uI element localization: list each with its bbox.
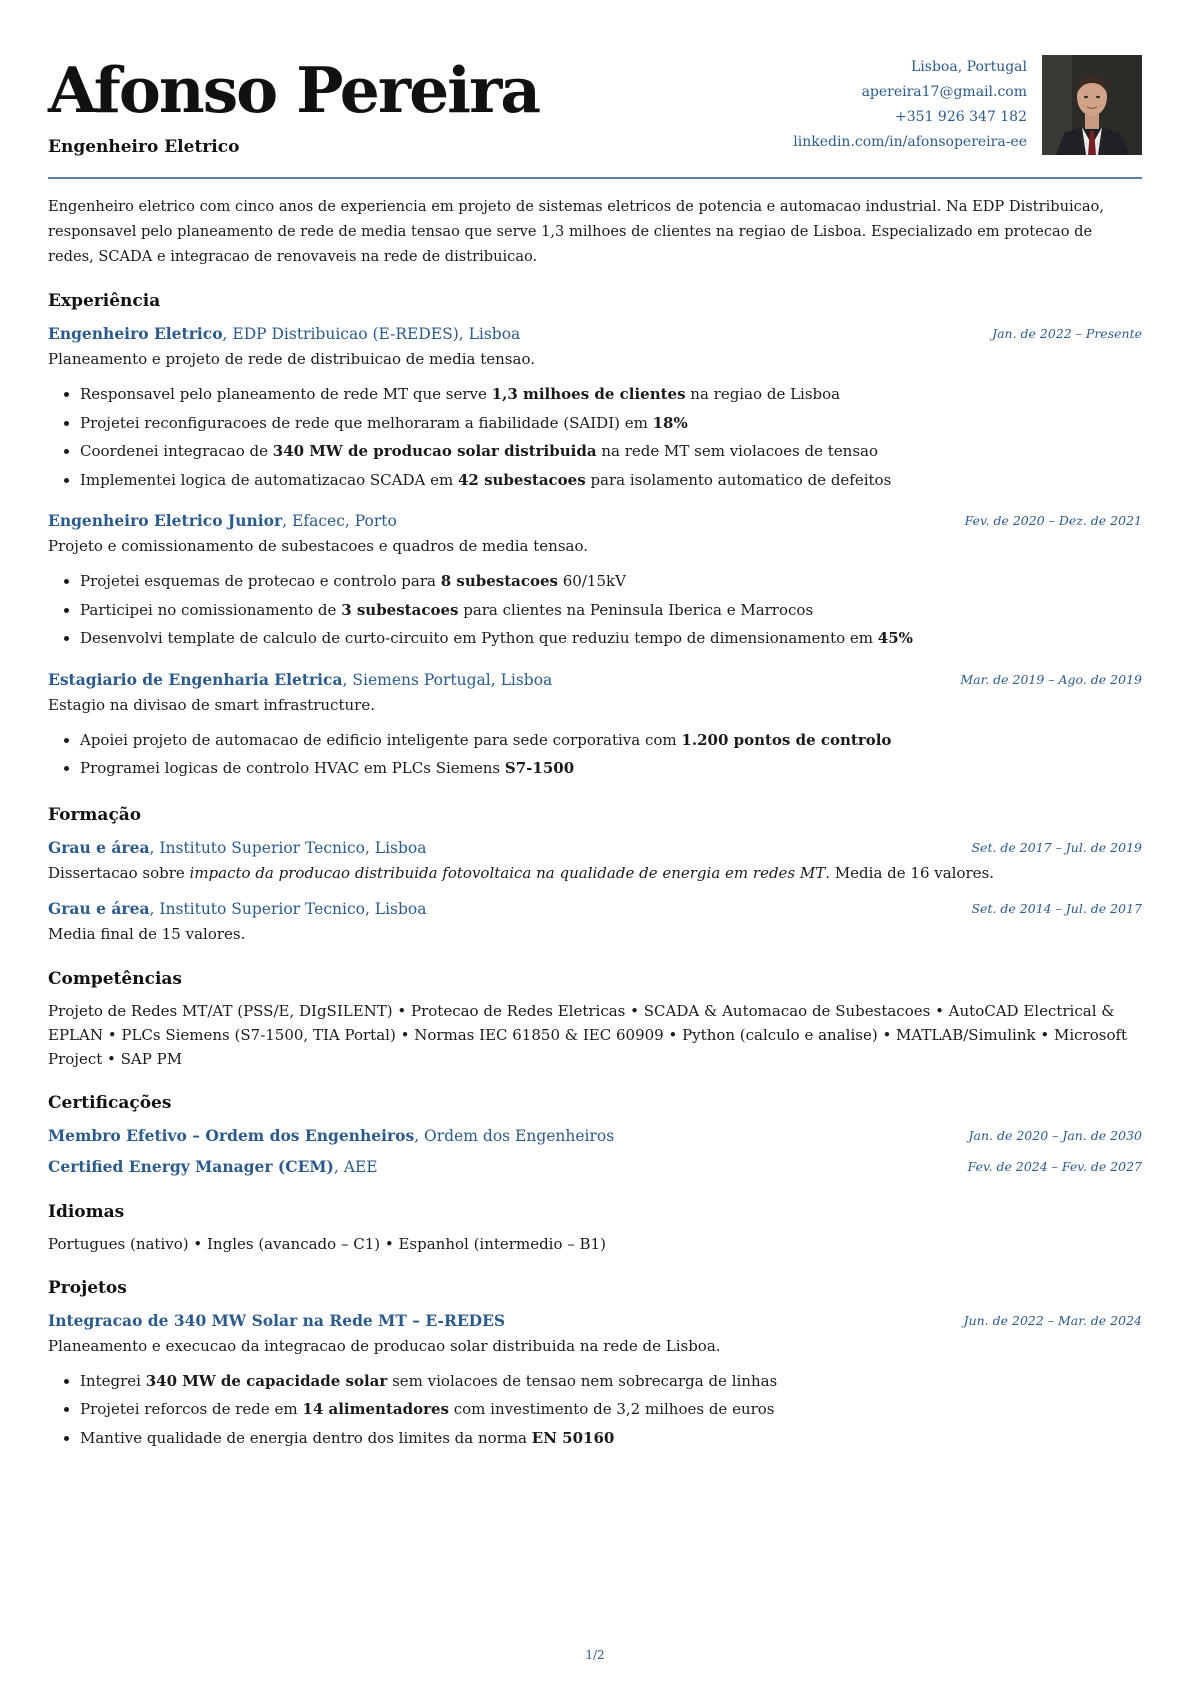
- bullet-text: para clientes na Peninsula Iberica e Marrocos: [458, 600, 814, 619]
- degree-name: Grau e área: [48, 898, 150, 918]
- education-dates: Set. de 2014 – Jul. de 2017: [971, 900, 1142, 916]
- project-dates: Jun. de 2022 – Mar. de 2024: [963, 1312, 1142, 1328]
- bullet-highlight: 340 MW de capacidade solar: [145, 1371, 388, 1390]
- bullet-text: Apoiei projeto de automacao de edificio inteligente para sede corporativa com: [80, 730, 682, 749]
- project-entry: [48, 1308, 1142, 1453]
- achievement-item: [80, 1367, 1142, 1396]
- header-divider: [48, 177, 1142, 179]
- languages-text: Portugues (nativo) • Ingles (avancado – C1) • Espanhol (intermedio – B1): [48, 1234, 606, 1253]
- experience-header: [48, 321, 1142, 347]
- certification-name: Membro Efetivo – Ordem dos Engenheiros: [48, 1125, 415, 1145]
- education-entry: [48, 835, 1142, 886]
- bullet-highlight: 340 MW de producao solar distribuida: [272, 442, 597, 460]
- profile-photo: [1042, 55, 1142, 155]
- education-desc-text: . Media de 16 valores.: [825, 863, 995, 882]
- job-dates: Fev. de 2020 – Dez. de 2021: [964, 513, 1142, 528]
- bullet-text: Mantive qualidade de energia dentro dos limites da norma: [80, 1428, 532, 1447]
- experience-entry: [48, 321, 1142, 494]
- bullet-highlight: 42 subestacoes: [457, 470, 586, 489]
- bullet-highlight: 8 subestacoes: [440, 572, 558, 590]
- education-entry: [48, 896, 1142, 947]
- skills-text: Projeto de Redes MT/AT (PSS/E, DIgSILENT) • Protecao de Redes Eletricas • SCADA & Automacao de Subestacoes • AutoCAD Electrical & EPLAN • PLCs Siemens (S7-1500, TIA Portal) • Normas IEC 61850 & IEC 60909 • Python (calculo e analise) • MATLAB/Simulink • Microsoft Project • SAP PM: [48, 1001, 1128, 1068]
- bullet-text: 60/15kV: [558, 572, 626, 590]
- bullet-highlight: 1,3 milhoes de clientes: [491, 385, 686, 403]
- certification-name: Certified Energy Manager (CEM): [48, 1156, 334, 1176]
- experience-header: [48, 508, 1142, 534]
- job-dates: Jan. de 2022 – Presente: [992, 326, 1142, 341]
- achievement-item: [80, 466, 1142, 495]
- bullet-highlight: 18%: [652, 413, 688, 432]
- degree-name: Grau e área: [48, 837, 150, 857]
- bullet-text: Responsavel pelo planeamento de rede MT que serve: [80, 385, 492, 403]
- education-description: Media final de 15 valores.: [48, 924, 246, 943]
- linkedin-link[interactable]: linkedin.com/in/afonsopereira-ee: [793, 134, 1027, 150]
- certification-item: [48, 1154, 1142, 1180]
- achievement-item: [80, 624, 1142, 653]
- education-dates: Set. de 2017 – Jul. de 2019: [971, 839, 1142, 855]
- certification-issuer: , AEE: [333, 1157, 378, 1176]
- school-name: , Instituto Superior Tecnico, Lisboa: [149, 899, 427, 918]
- certifications-heading: Certificações: [48, 1092, 172, 1113]
- achievement-list: [48, 567, 1142, 653]
- contact-info: [793, 55, 1027, 155]
- bullet-text: Desenvolvi template de calculo de curto-circuito em Python que reduziu tempo de dimensionamento em: [80, 629, 878, 647]
- bullet-text: na regiao de Lisboa: [685, 385, 841, 403]
- candidate-headline: Engenheiro Eletrico: [48, 137, 240, 157]
- achievement-list: [48, 726, 1142, 783]
- achievement-item: [80, 409, 1142, 438]
- experience-entry: [48, 508, 1142, 653]
- bullet-highlight: 3 subestacoes: [341, 600, 459, 619]
- bullet-text: sem violacoes de tensao nem sobrecarga de linhas: [387, 1371, 778, 1390]
- job-company: , Siemens Portugal, Lisboa: [342, 670, 553, 689]
- profile-photo-image: [1042, 55, 1142, 155]
- achievement-list: [48, 380, 1142, 494]
- job-role: Engenheiro Eletrico Junior: [48, 511, 283, 530]
- experience-heading: Experiência: [48, 291, 161, 311]
- experience-header: [48, 667, 1142, 693]
- bullet-text: Projetei reforcos de rede em: [80, 1400, 303, 1418]
- achievement-item: [80, 437, 1142, 466]
- achievement-item: [80, 596, 1142, 625]
- phone-text: +351 926 347 182: [895, 109, 1027, 125]
- job-description: Planeamento e projeto de rede de distribuicao de media tensao.: [48, 350, 535, 368]
- bullet-text: Projetei reconfiguracoes de rede que melhoraram a fiabilidade (SAIDI) em: [80, 413, 653, 432]
- achievement-item: [80, 567, 1142, 596]
- job-description: Projeto e comissionamento de subestacoes e quadros de media tensao.: [48, 537, 589, 555]
- job-company: , Efacec, Porto: [282, 512, 397, 530]
- bullet-text: Implementei logica de automatizacao SCADA em: [80, 470, 458, 489]
- bullet-highlight: 45%: [877, 629, 913, 647]
- school-name: , Instituto Superior Tecnico, Lisboa: [149, 838, 427, 857]
- summary-text: Engenheiro eletrico com cinco anos de experiencia em projeto de sistemas eletricos de potencia e automacao industrial. Na EDP Distribuicao, responsavel pelo planeamento de rede de media tensao que serve 1,3 milhoes de clientes na regiao de Lisboa. Especializado em protecao de redes, SCADA e integracao de renovaveis na rede de distribuicao.: [48, 198, 1104, 265]
- bullet-text: Projetei esquemas de protecao e controlo para: [80, 572, 441, 590]
- education-description: [48, 861, 1142, 886]
- project-achievement-list: [48, 1367, 1142, 1453]
- job-company: , EDP Distribuicao (E-REDES), Lisboa: [222, 325, 521, 343]
- education-header: [48, 835, 1142, 861]
- experience-entry: [48, 667, 1142, 783]
- email-link[interactable]: apereira17@gmail.com: [861, 84, 1027, 100]
- bullet-highlight: S7-1500: [504, 759, 575, 777]
- resume-page: [48, 0, 1142, 1683]
- achievement-item: [80, 1395, 1142, 1424]
- bullet-highlight: 1.200 pontos de controlo: [681, 730, 892, 749]
- page-number: 1/2: [585, 1648, 605, 1662]
- bullet-text: com investimento de 3,2 milhoes de euros: [448, 1400, 775, 1418]
- certification-item: [48, 1123, 1142, 1149]
- job-description: Estagio na divisao de smart infrastructure.: [48, 695, 375, 714]
- thesis-title: impacto da producao distribuida fotovoltaica na qualidade de energia em redes MT: [189, 863, 826, 882]
- candidate-name: Afonso Pereira: [48, 53, 540, 127]
- job-role: Engenheiro Eletrico: [48, 324, 223, 343]
- bullet-text: Coordenei integracao de: [80, 442, 273, 460]
- achievement-item: [80, 380, 1142, 409]
- bullet-highlight: EN 50160: [531, 1428, 615, 1447]
- project-description: Planeamento e execucao da integracao de producao solar distribuida na rede de Lisboa.: [48, 1336, 721, 1355]
- bullet-text: Programei logicas de controlo HVAC em PLCs Siemens: [80, 759, 505, 777]
- achievement-item: [80, 754, 1142, 783]
- resume-header: [48, 0, 1142, 178]
- education-header: [48, 896, 1142, 922]
- bullet-text: para isolamento automatico de defeitos: [585, 470, 892, 489]
- bullet-text: Integrei: [80, 1371, 146, 1390]
- bullet-text: Participei no comissionamento de: [80, 600, 342, 619]
- certification-issuer: , Ordem dos Engenheiros: [414, 1126, 615, 1145]
- certification-dates: Jan. de 2020 – Jan. de 2030: [968, 1127, 1142, 1143]
- education-heading: Formação: [48, 804, 142, 825]
- project-header: [48, 1308, 1142, 1334]
- skills-heading: Competências: [48, 968, 182, 989]
- bullet-text: na rede MT sem violacoes de tensao: [596, 442, 878, 460]
- projects-heading: Projetos: [48, 1277, 127, 1298]
- bullet-highlight: 14 alimentadores: [302, 1400, 449, 1418]
- education-desc-text: Dissertacao sobre: [48, 863, 190, 882]
- languages-heading: Idiomas: [48, 1201, 125, 1222]
- job-dates: Mar. de 2019 – Ago. de 2019: [960, 671, 1142, 687]
- location-text: Lisboa, Portugal: [911, 59, 1027, 75]
- job-role: Estagiario de Engenharia Eletrica: [48, 669, 343, 689]
- achievement-item: [80, 726, 1142, 755]
- certification-dates: Fev. de 2024 – Fev. de 2027: [967, 1158, 1142, 1174]
- achievement-item: [80, 1424, 1142, 1453]
- project-name: Integracao de 340 MW Solar na Rede MT – E-REDES: [48, 1310, 506, 1330]
